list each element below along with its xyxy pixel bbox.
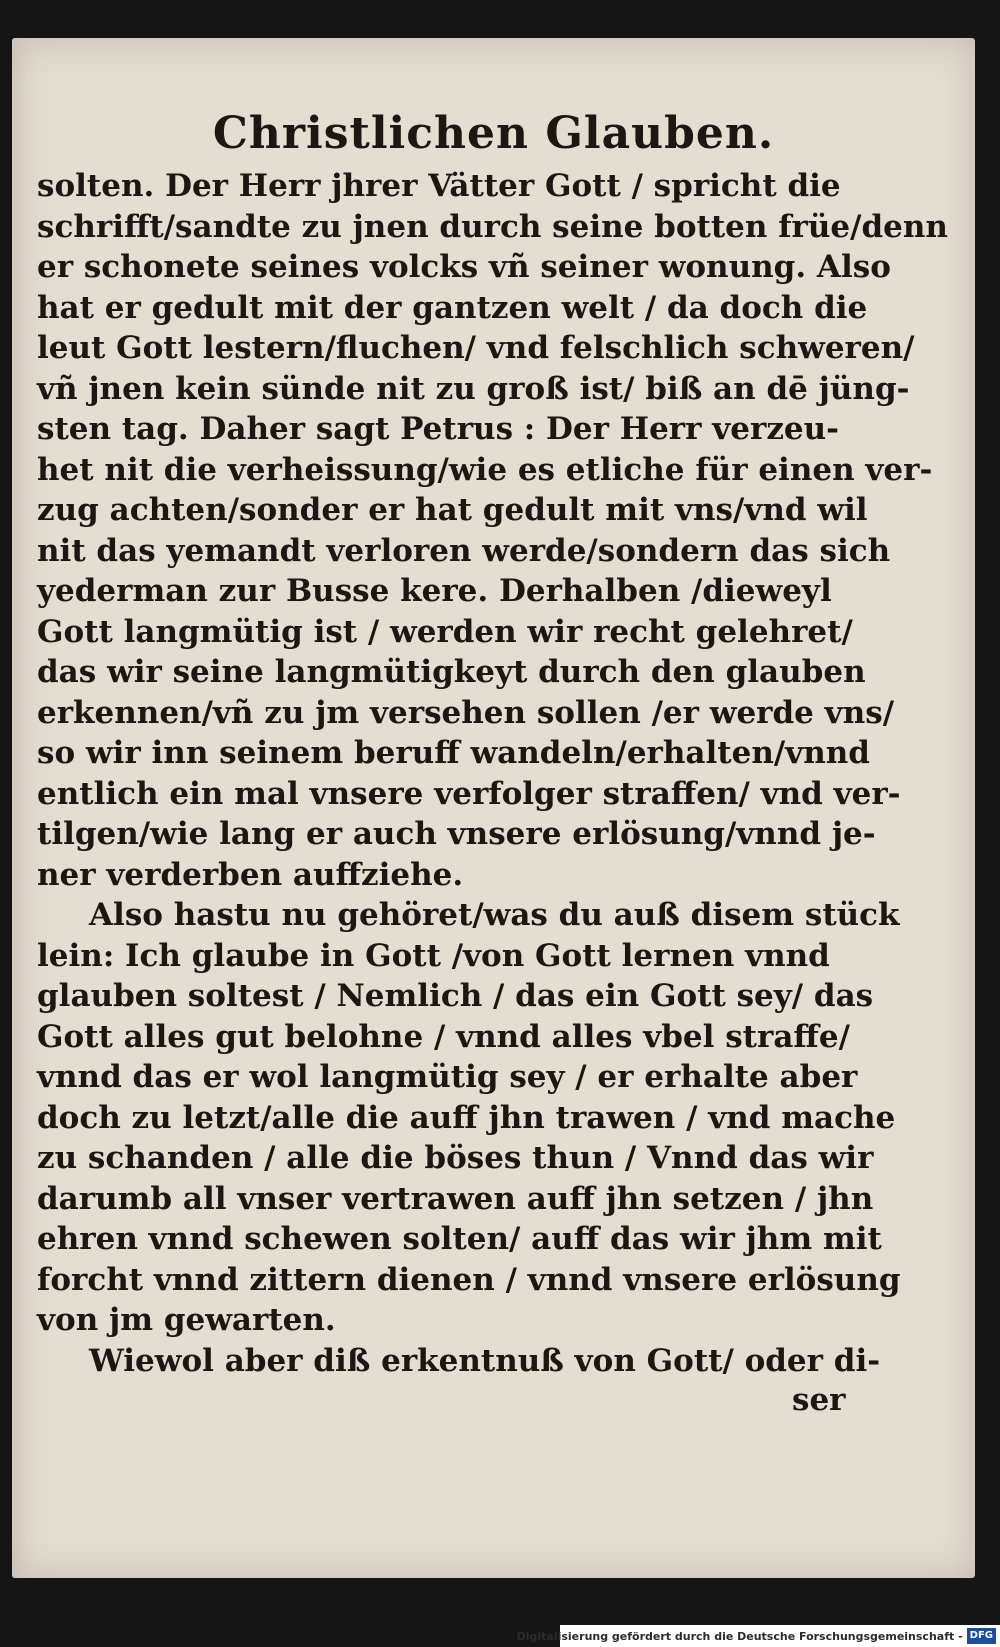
text-line: vnnd das er wol langmütig sey / er erhalte aber (37, 1059, 858, 1095)
dfg-logo: DFG (967, 1628, 996, 1644)
text-line: forcht vnnd zittern dienen / vnnd vnsere erlösung (37, 1261, 901, 1298)
text-line: von jm gewarten. (37, 1302, 336, 1338)
text-line: er schonete seines volcks vñ seiner wonung. Also (37, 249, 891, 285)
body-text (37, 166, 948, 1381)
text-line: doch zu letzt/alle die auff jhn trawen / vnd mache (37, 1099, 896, 1136)
text-line: tilgen/wie lang er auch vnsere erlösung/vnnd je- (37, 816, 876, 852)
text-line: solten. Der Herr jhrer Vätter Gott / spricht die (37, 168, 841, 204)
text-line: vñ jnen kein sünde nit zu groß ist/ biß an dē jüng- (37, 370, 910, 407)
text-line: entlich ein mal vnsere verfolger straffen/ vnd ver- (37, 775, 901, 812)
page-gutter-shadow (12, 38, 26, 1578)
text-line: schrifft/sandte zu jnen durch seine botten früe/denn (37, 208, 948, 245)
catchword: ser (792, 1382, 846, 1418)
footer-credit: Digitalisierung gefördert durch die Deutsche Forschungsgemeinschaft - (516, 1629, 963, 1643)
text-line: Gott alles gut belohne / vnnd alles vbel straffe/ (37, 1018, 850, 1055)
book-page (12, 38, 975, 1578)
digitization-footer (516, 1625, 1000, 1647)
text-line: Also hastu nu gehöret/was du auß disem stück (89, 897, 900, 933)
text-line: zu schanden / alle die böses thun / Vnnd das wir (37, 1140, 874, 1176)
text-line: erkennen/vñ zu jm versehen sollen /er werde vns/ (37, 694, 895, 731)
text-line: hat er gedult mit der gantzen welt / da doch die (37, 289, 868, 326)
text-line: yederman zur Busse kere. Derhalben /dieweyl (37, 573, 832, 609)
running-head: Christlichen Glauben. (212, 108, 775, 159)
text-line: lein: Ich glaube in Gott /von Gott lernen vnnd (37, 937, 830, 974)
text-line: ehren vnnd schewen solten/ auff das wir jhm mit (37, 1221, 882, 1257)
text-line: het nit die verheissung/wie es etliche für einen ver- (37, 451, 933, 488)
text-line: das wir seine langmütigkeyt durch den glauben (37, 654, 866, 690)
text-line: Wiewol aber diß erkentnuß von Gott/ oder di- (89, 1342, 881, 1379)
text-line: ner verderben auffziehe. (37, 856, 464, 893)
text-line: zug achten/sonder er hat gedult mit vns/vnd wil (37, 492, 868, 528)
text-line: darumb all vnser vertrawen auff jhn setzen / jhn (37, 1180, 874, 1217)
text-line: Gott langmütig ist / werden wir recht gelehret/ (37, 613, 853, 650)
text-line: leut Gott lestern/fluchen/ vnd felschlich schweren/ (37, 330, 915, 366)
text-line: nit das yemandt verloren werde/sondern das sich (37, 532, 891, 569)
text-line: sten tag. Daher sagt Petrus : Der Herr verzeu- (37, 411, 840, 447)
text-line: so wir inn seinem beruff wandeln/erhalten/vnnd (37, 735, 870, 771)
text-line: glauben soltest / Nemlich / das ein Gott sey/ das (37, 978, 874, 1014)
